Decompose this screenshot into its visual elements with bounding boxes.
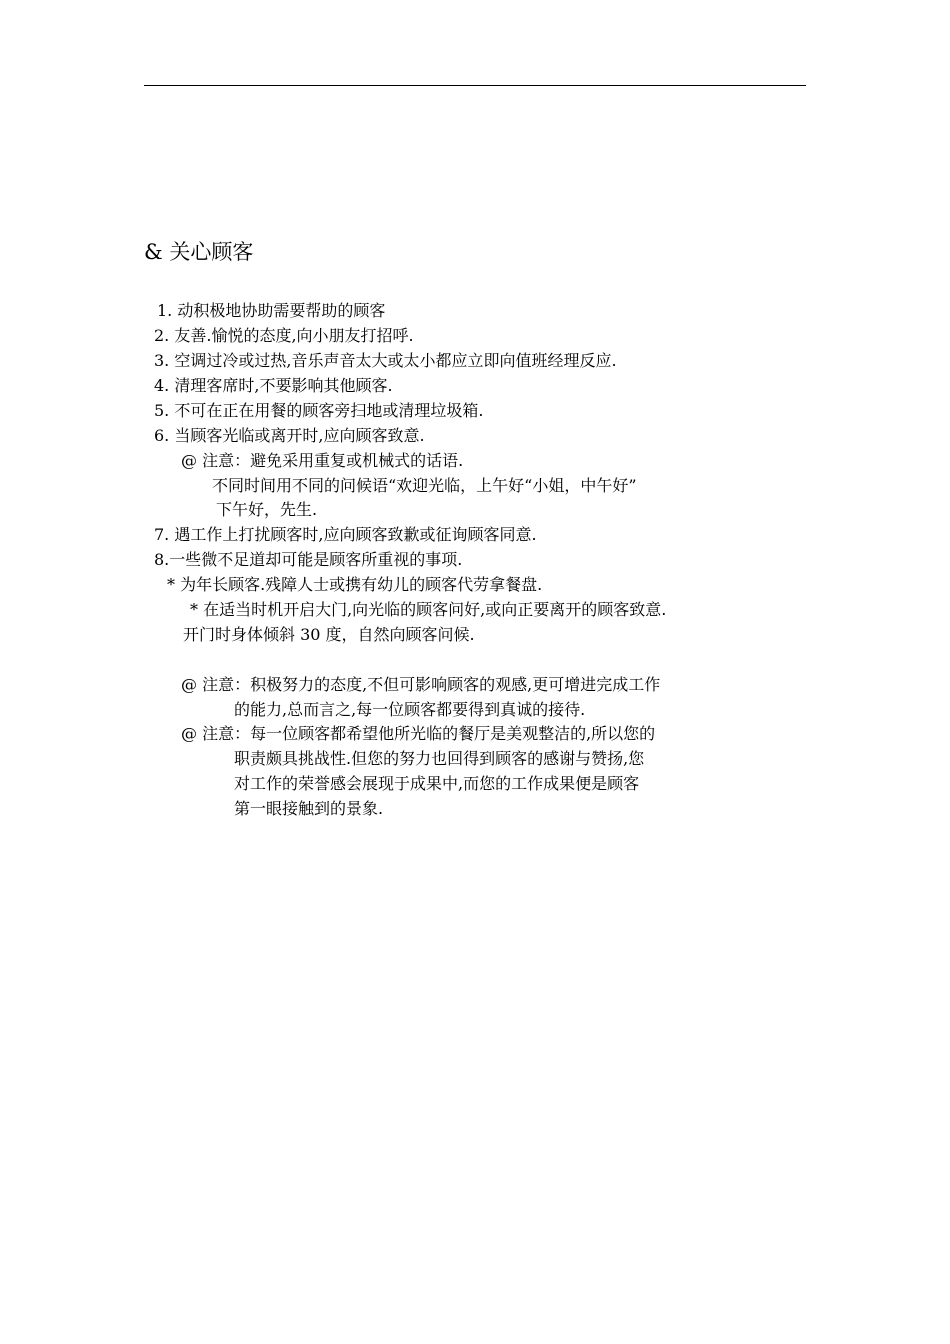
- note-restaurant-line-3: 对工作的荣誉感会展现于成果中,而您的工作成果便是顾客: [234, 774, 640, 793]
- sub-item-door: * 在适当时机开启大门,向光临的顾客问好,或向正要离开的顾客致意.: [190, 600, 667, 619]
- note-restaurant-line-2: 职责颇具挑战性.但您的努力也回得到顾客的感谢与赞扬,您: [234, 749, 645, 768]
- note-6-line-3: 下午好，先生.: [216, 500, 318, 519]
- list-item-8: 8.一些微不足道却可能是顾客所重视的事项.: [154, 550, 463, 569]
- note-restaurant-line-4: 第一眼接触到的景象.: [234, 799, 384, 818]
- note-6: @ 注意：避免采用重复或机械式的话语.: [181, 451, 464, 470]
- section-heading: & 关心顾客: [144, 240, 254, 264]
- sub-item-door-line-2: 开门时身体倾斜 30 度，自然向顾客问候.: [183, 625, 475, 644]
- list-item-4: 4. 清理客席时,不要影响其他顾客.: [154, 376, 393, 395]
- list-item-6: 6. 当顾客光临或离开时,应向顾客致意.: [154, 426, 425, 445]
- note-restaurant: @ 注意：每一位顾客都希望他所光临的餐厅是美观整洁的,所以您的: [181, 724, 656, 743]
- list-item-7: 7. 遇工作上打扰顾客时,应向顾客致歉或征询顾客同意.: [154, 525, 537, 544]
- list-item-5: 5. 不可在正在用餐的顾客旁扫地或清理垃圾箱.: [154, 401, 484, 420]
- list-item-2: 2. 友善.愉悦的态度,向小朋友打招呼.: [154, 326, 414, 345]
- list-item-3: 3. 空调过冷或过热,音乐声音太大或太小都应立即向值班经理反应.: [154, 351, 617, 370]
- sub-item-elderly: * 为年长顾客.残障人士或携有幼儿的顾客代劳拿餐盘.: [167, 575, 543, 594]
- list-item-1: 1. 动积极地协助需要帮助的顾客: [157, 301, 386, 320]
- header-rule: [144, 85, 806, 86]
- note-6-line-2: 不同时间用不同的问候语“欢迎光临，上午好“小姐，中午好”: [212, 476, 637, 495]
- note-attitude-line-2: 的能力,总而言之,每一位顾客都要得到真诚的接待.: [234, 700, 586, 719]
- note-attitude: @ 注意：积极努力的态度,不但可影响顾客的观感,更可增进完成工作: [181, 675, 661, 694]
